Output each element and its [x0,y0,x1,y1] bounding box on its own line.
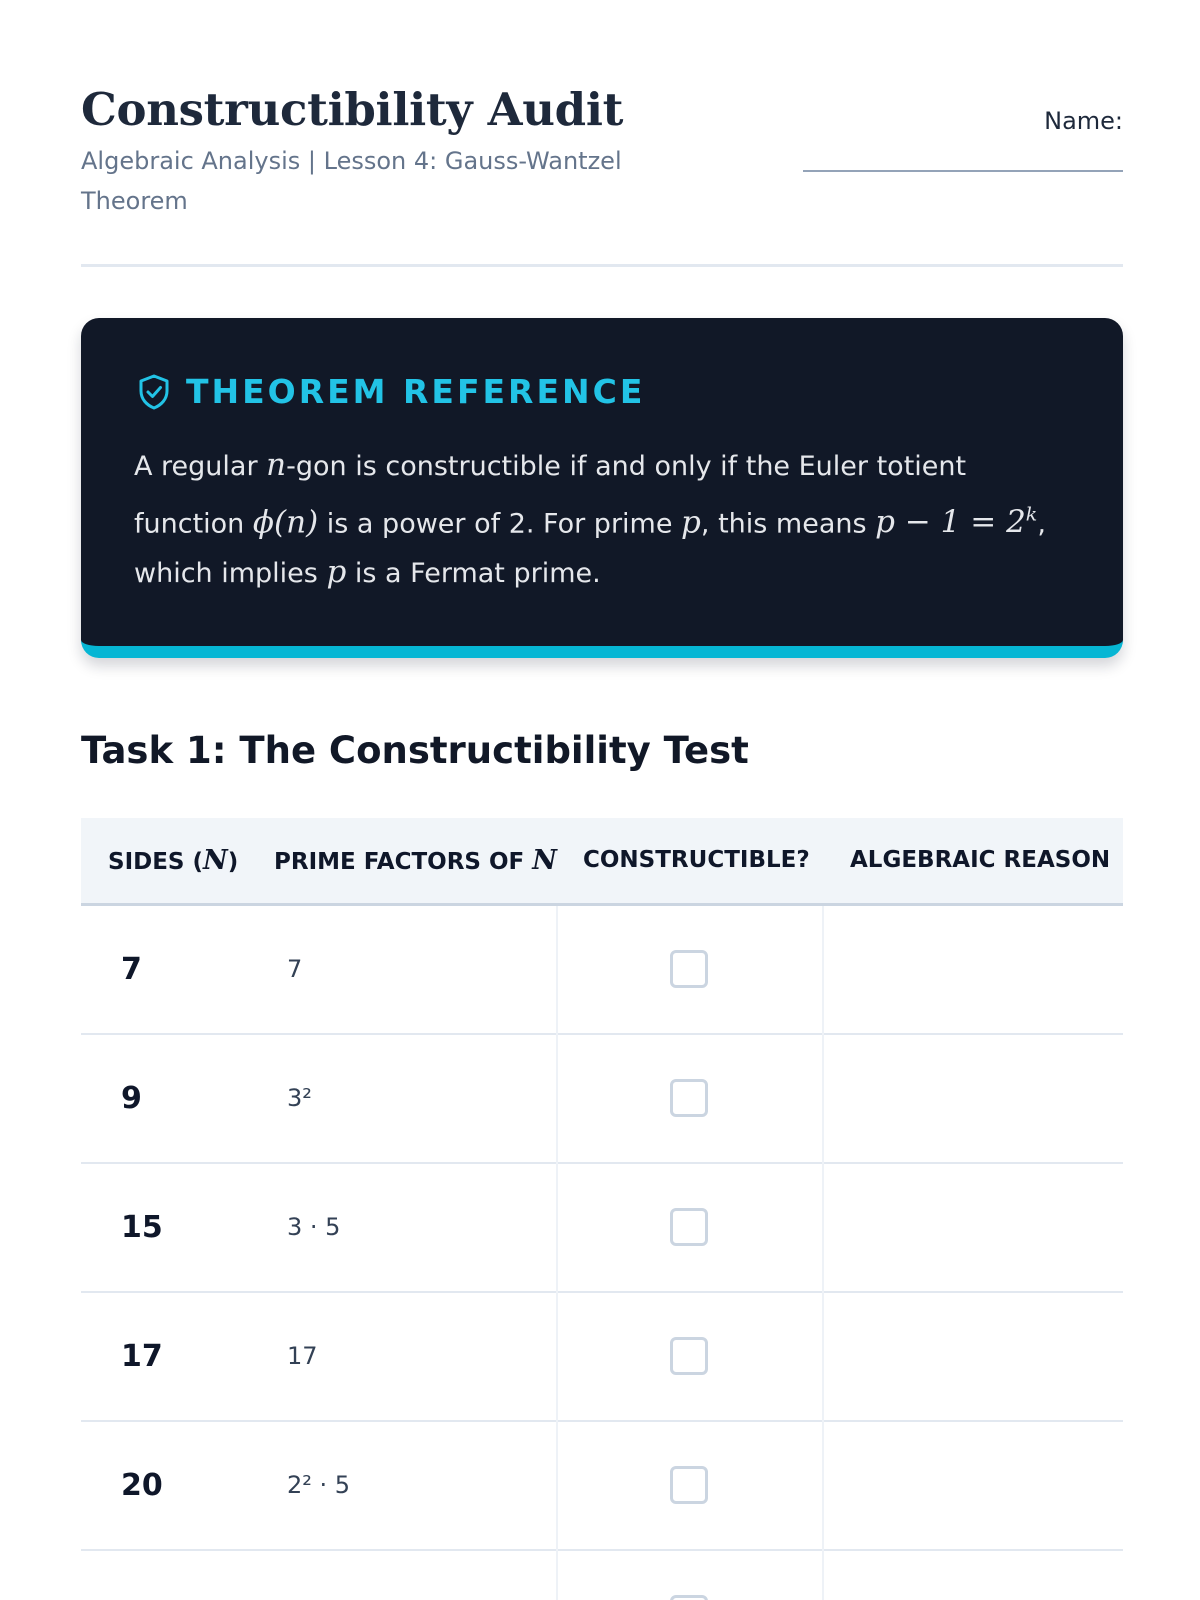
theorem-text-part: A regular [134,451,267,482]
theorem-statement [134,441,1054,598]
column-divider [556,1035,558,1164]
column-divider [556,906,558,1035]
cell-prime-factors: 17 [287,1342,318,1370]
header-constructible: CONSTRUCTIBLE? [583,847,810,873]
name-label: Name: [1044,107,1123,135]
algebraic-reason-input[interactable] [824,1422,1127,1551]
math-exponent-k: k [1025,504,1038,526]
cell-prime-factors: 2² · 5 [287,1471,351,1499]
theorem-reference-card [81,318,1123,658]
theorem-text-part: -gon is constructible if and only if the Euler totient function [134,451,967,540]
table-row [81,906,1123,1035]
algebraic-reason-input[interactable] [824,1164,1127,1293]
cell-sides: 15 [121,1210,163,1245]
constructible-checkbox[interactable] [670,1466,708,1504]
math-equation-body: p − 1 = 2 [875,504,1026,541]
worksheet-header [81,80,1123,267]
math-phi: ϕ(n) [252,504,319,541]
header-sides-close: ) [227,849,239,875]
header-prime-factors [274,818,557,903]
table-row [81,1422,1123,1551]
math-p: p [326,554,347,591]
header-sides [108,818,238,903]
table-header [81,818,1123,906]
cell-prime-factors: 7 [287,955,303,983]
algebraic-reason-input[interactable] [824,1293,1127,1422]
column-divider [556,1293,558,1422]
constructible-checkbox[interactable] [670,1208,708,1246]
table-row [81,1164,1123,1293]
task-title: Task 1: The Constructibility Test [81,729,749,772]
constructibility-table [81,818,1123,1600]
constructible-checkbox[interactable] [670,950,708,988]
table-row [81,1551,1123,1600]
constructible-checkbox[interactable] [670,1337,708,1375]
algebraic-reason-input[interactable] [824,1551,1127,1600]
shield-check-icon [136,373,172,411]
algebraic-reason-input[interactable] [824,1035,1127,1164]
header-factors-text: PRIME FACTORS OF [274,849,533,875]
header-sides-var: N [203,845,228,876]
algebraic-reason-input[interactable] [824,906,1127,1035]
column-divider [556,1422,558,1551]
name-field-line[interactable] [803,170,1123,172]
constructible-checkbox[interactable] [670,1079,708,1117]
theorem-title: THEOREM REFERENCE [186,372,646,411]
theorem-text-part: is a power of 2. For prime [318,508,682,540]
column-divider [556,1551,558,1600]
theorem-text-part: , this means [700,508,876,540]
table-row [81,1293,1123,1422]
math-equation [875,504,1037,540]
theorem-header [136,372,645,412]
theorem-text-part: , which implies [134,508,1046,590]
header-sides-text: SIDES ( [108,849,204,875]
theorem-text-part: is a Fermat prime. [346,558,601,590]
table-body [81,906,1123,1600]
cell-prime-factors: 3 · 5 [287,1213,341,1241]
worksheet-page [81,0,1123,1600]
header-algebraic-reason: ALGEBRAIC REASON [850,847,1111,873]
cell-sides: 17 [121,1339,163,1374]
table-row [81,1035,1123,1164]
cell-sides: 7 [121,952,142,987]
header-factors-var: N [532,845,557,876]
column-divider [556,1164,558,1293]
page-title: Constructibility Audit [81,83,624,136]
constructible-checkbox[interactable] [670,1595,708,1600]
math-n: n [266,447,287,483]
cell-prime-factors: 3² [287,1084,312,1112]
cell-sides: 9 [121,1081,142,1116]
page-subtitle: Algebraic Analysis | Lesson 4: Gauss-Wantzel Theorem [81,147,622,215]
cell-sides: 20 [121,1468,163,1503]
math-p: p [681,504,701,541]
